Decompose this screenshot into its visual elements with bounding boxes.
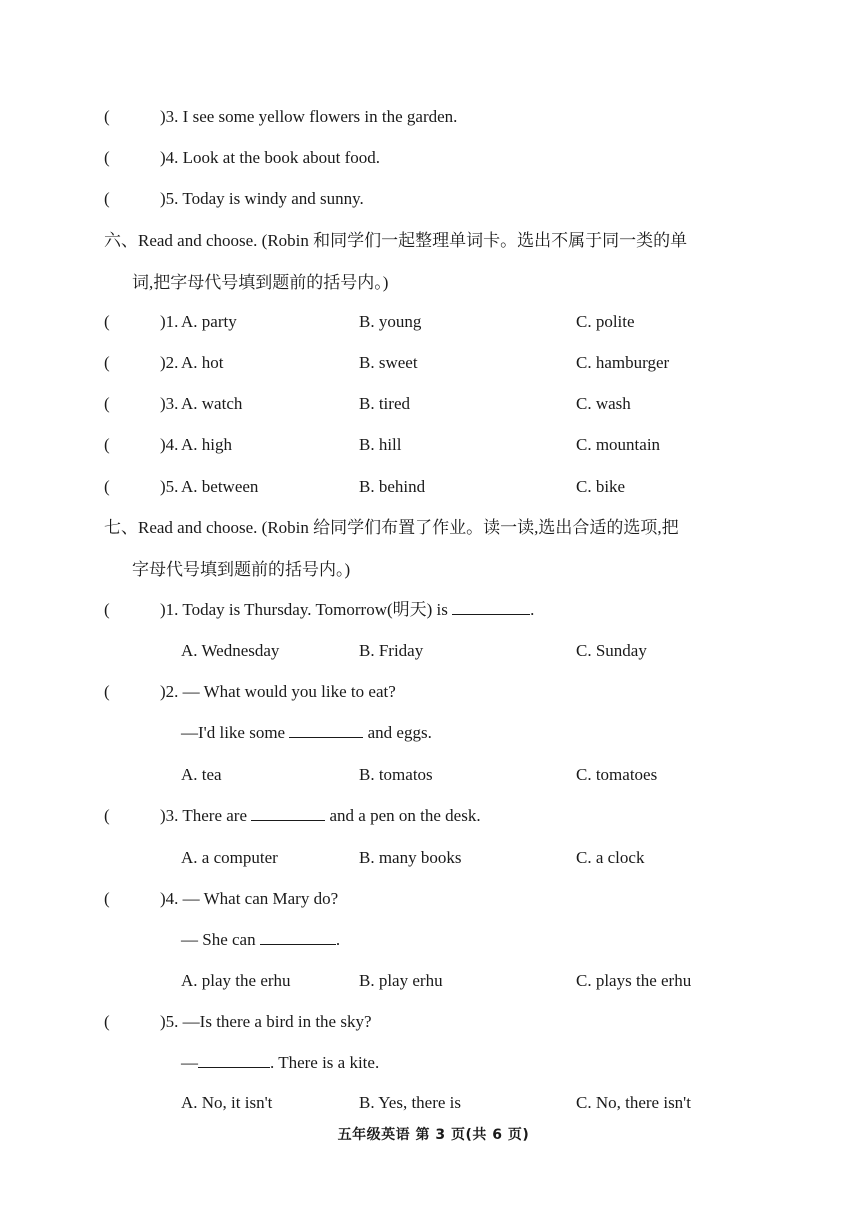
fill-blank[interactable] — [260, 926, 336, 945]
page-footer: 五年级英语 第 3 页(共 6 页) — [337, 1127, 530, 1143]
option-b: B. tomatos — [359, 765, 433, 784]
item-number: )1. — [160, 312, 179, 331]
option-a: A. a computer — [181, 848, 278, 867]
option-b: B. play erhu — [359, 971, 443, 990]
option-a: A. party — [181, 312, 237, 331]
option-b: B. sweet — [359, 353, 418, 372]
question-text: )4. Look at the book about food. — [160, 148, 381, 167]
answer-paren[interactable]: ( — [104, 394, 110, 413]
question-text: )3. I see some yellow flowers in the garden. — [160, 107, 458, 126]
answer-paren[interactable]: ( — [104, 600, 110, 619]
option-a: A. Wednesday — [181, 641, 280, 660]
option-c: C. bike — [576, 477, 626, 496]
option-c: C. polite — [576, 312, 635, 331]
option-a: A. play the erhu — [181, 971, 291, 990]
option-c: C. No, there isn't — [576, 1093, 691, 1112]
answer-paren[interactable]: ( — [104, 189, 110, 208]
option-b: B. Friday — [359, 641, 424, 660]
item-number: )5. — [160, 477, 179, 496]
option-a: A. hot — [181, 353, 224, 372]
item-number: )3. — [160, 394, 179, 413]
fill-blank[interactable] — [452, 596, 530, 615]
answer-paren[interactable]: ( — [104, 1012, 110, 1031]
dialogue-line: — She can . — [181, 925, 340, 955]
option-b: B. hill — [359, 435, 402, 454]
option-c: C. plays the erhu — [576, 971, 692, 990]
fill-blank[interactable] — [198, 1049, 270, 1068]
option-c: C. mountain — [576, 435, 661, 454]
option-a: A. high — [181, 435, 232, 454]
question-text: )5. —Is there a bird in the sky? — [160, 1012, 372, 1031]
option-c: C. wash — [576, 394, 631, 413]
option-b: B. many books — [359, 848, 462, 867]
answer-paren[interactable]: ( — [104, 148, 110, 167]
question-text: )5. Today is windy and sunny. — [160, 189, 364, 208]
section7-heading: 七、Read and choose. (Robin 给同学们布置了作业。读一读,选出合适的选项,把 — [104, 518, 679, 537]
option-a: A. tea — [181, 765, 222, 784]
option-c: C. a clock — [576, 848, 645, 867]
question-text: )3. There are and a pen on the desk. — [160, 801, 481, 831]
section6-heading-cont: 词,把字母代号填到题前的括号内。) — [132, 273, 389, 292]
question-text: )1. Today is Thursday. Tomorrow(明天) is . — [160, 595, 534, 625]
option-c: C. Sunday — [576, 641, 647, 660]
answer-paren[interactable]: ( — [104, 107, 110, 126]
answer-paren[interactable]: ( — [104, 889, 110, 908]
option-a: A. between — [181, 477, 259, 496]
option-b: B. tired — [359, 394, 410, 413]
option-a: A. No, it isn't — [181, 1093, 273, 1112]
option-b: B. Yes, there is — [359, 1093, 462, 1112]
fill-blank[interactable] — [251, 802, 325, 821]
answer-paren[interactable]: ( — [104, 435, 110, 454]
answer-paren[interactable]: ( — [104, 312, 110, 331]
item-number: )4. — [160, 435, 179, 454]
dialogue-line: — . There is a kite. — [181, 1048, 379, 1078]
option-a: A. watch — [181, 394, 243, 413]
option-c: C. hamburger — [576, 353, 670, 372]
option-c: C. tomatoes — [576, 765, 658, 784]
answer-paren[interactable]: ( — [104, 353, 110, 372]
option-b: B. young — [359, 312, 422, 331]
answer-paren[interactable]: ( — [104, 477, 110, 496]
option-b: B. behind — [359, 477, 426, 496]
answer-paren[interactable]: ( — [104, 806, 110, 825]
answer-paren[interactable]: ( — [104, 682, 110, 701]
question-text: )4. — What can Mary do? — [160, 889, 339, 908]
section7-heading-cont: 字母代号填到题前的括号内。) — [132, 560, 351, 579]
item-number: )2. — [160, 353, 179, 372]
dialogue-line: —I'd like some and eggs. — [181, 718, 432, 748]
question-text: )2. — What would you like to eat? — [160, 682, 396, 701]
section6-heading: 六、Read and choose. (Robin 和同学们一起整理单词卡。选出不属于同一类的单 — [104, 231, 688, 250]
fill-blank[interactable] — [289, 719, 363, 738]
